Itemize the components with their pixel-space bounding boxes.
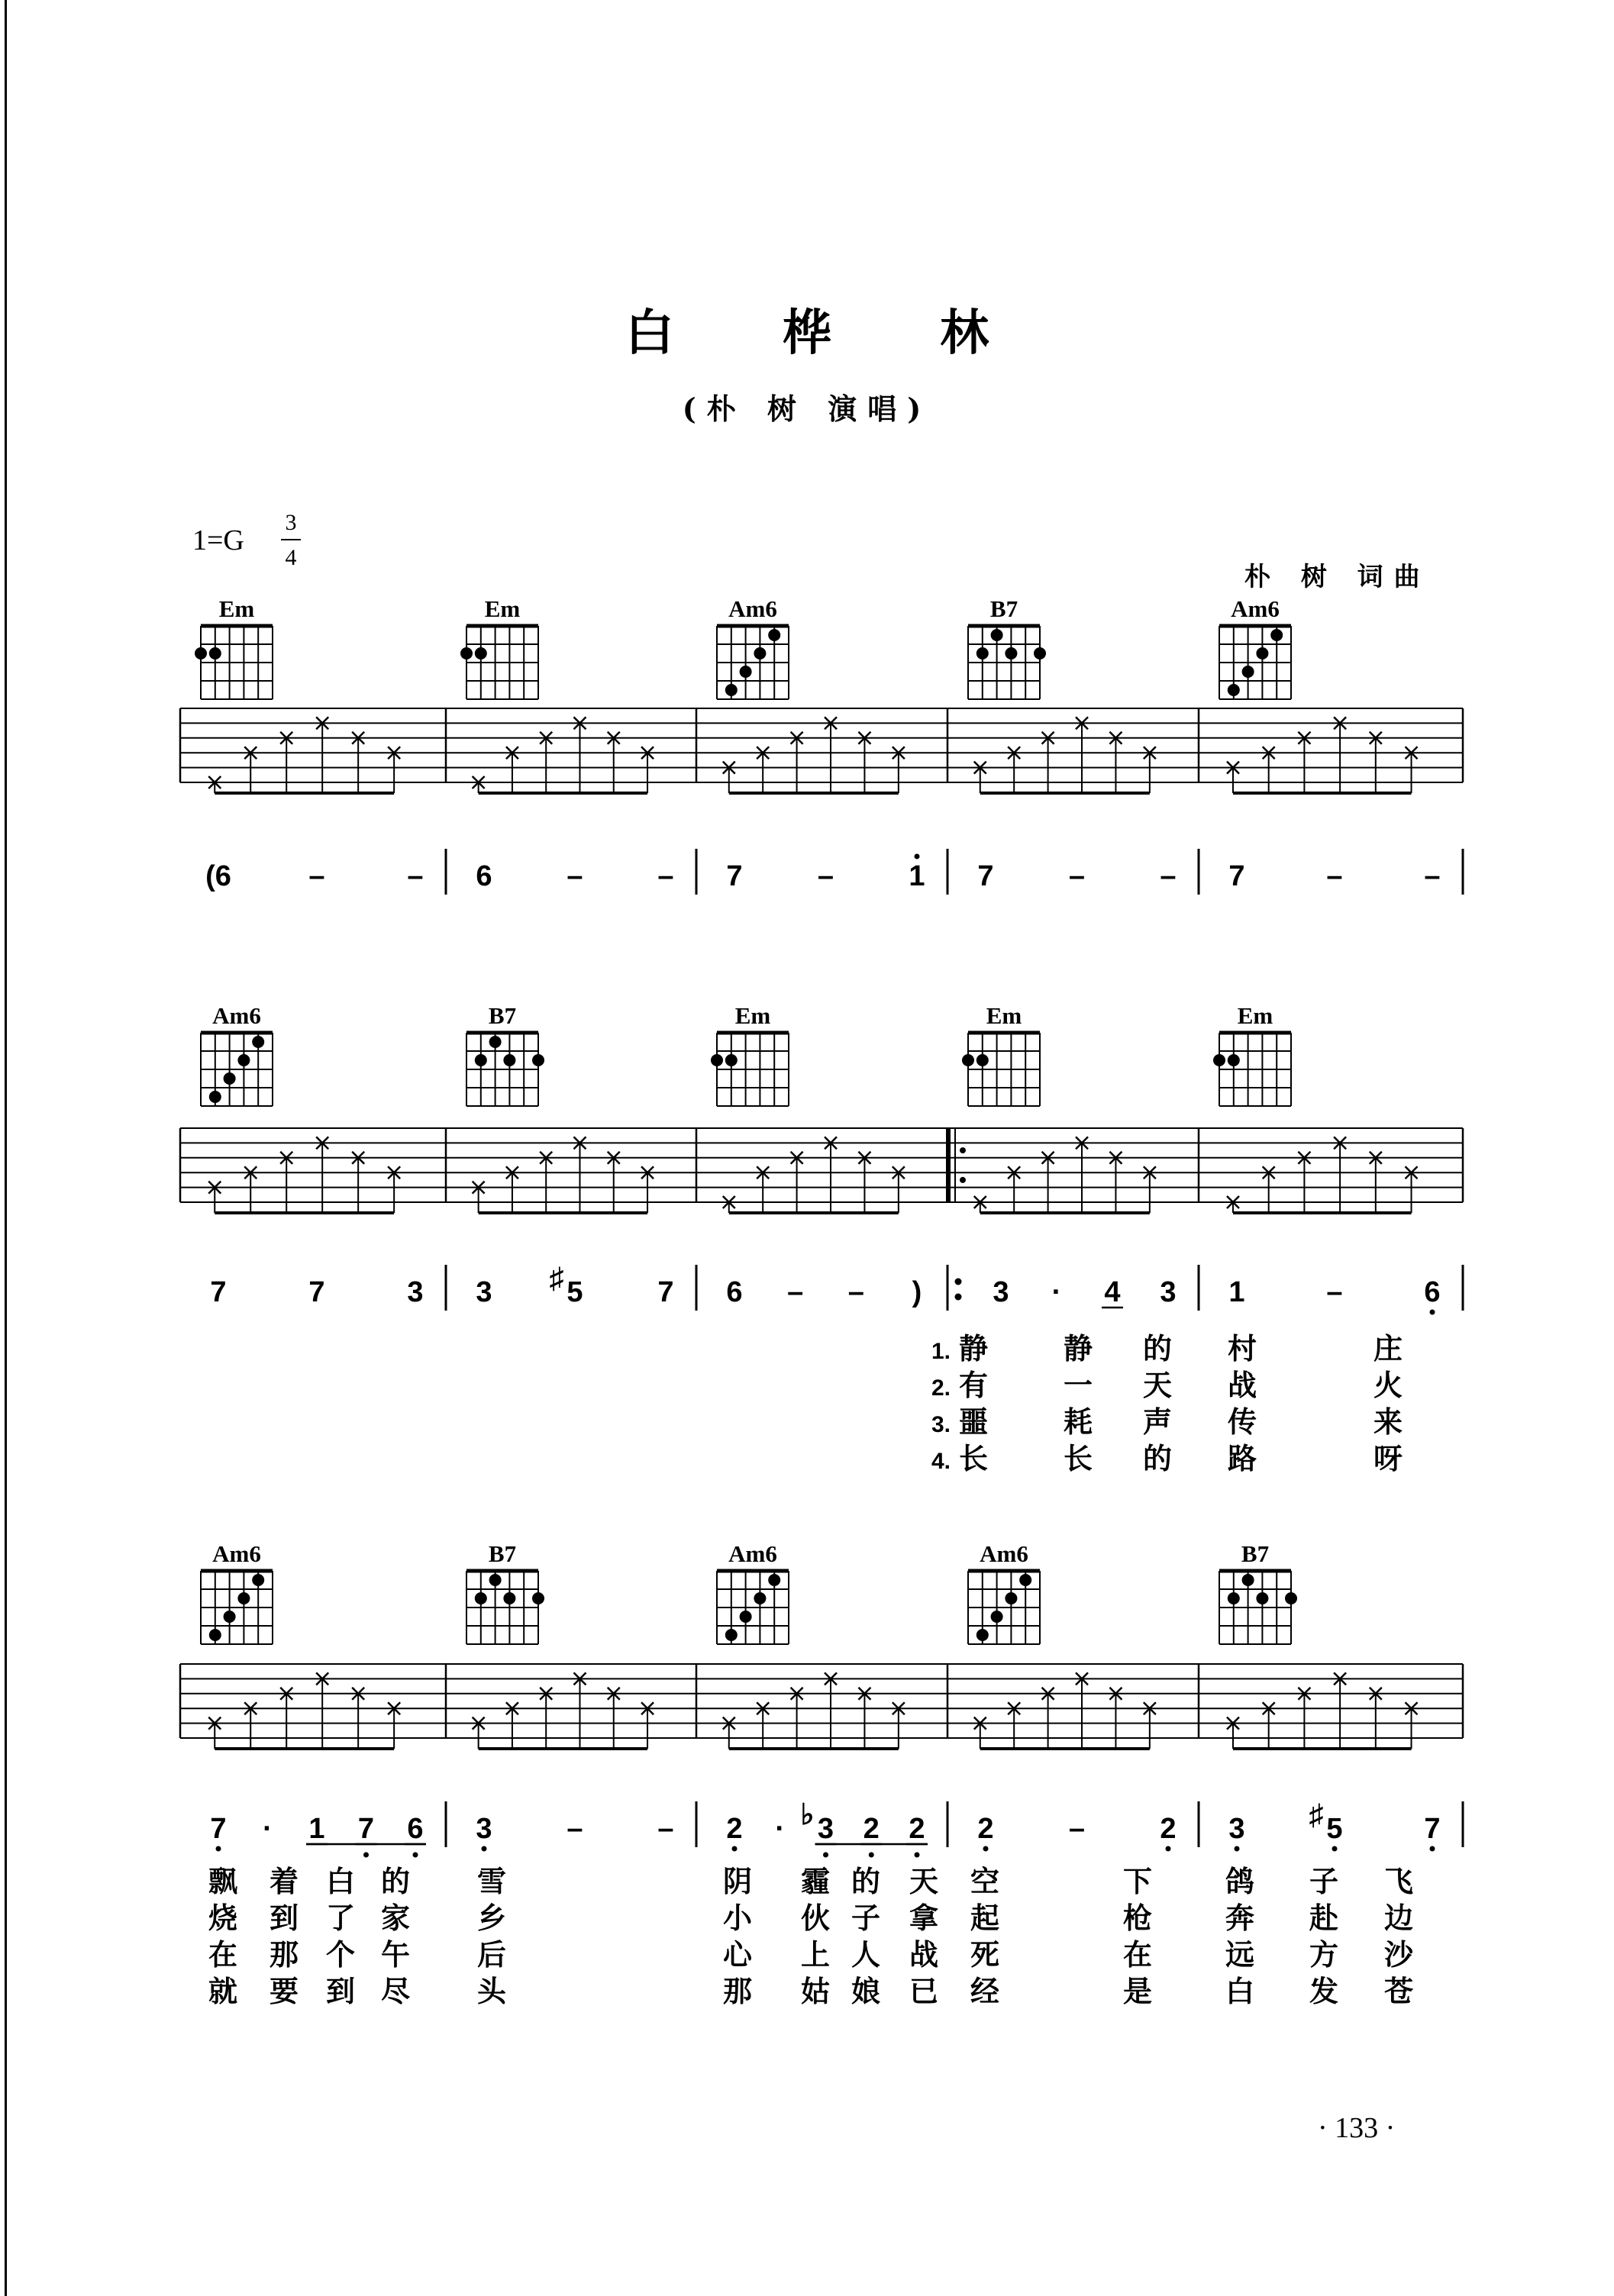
dash-extension: – xyxy=(847,1276,864,1308)
chord-finger-dot xyxy=(1005,1592,1017,1604)
lyric-char: 路 xyxy=(1227,1442,1257,1475)
chord-finger-dot xyxy=(740,666,752,678)
octave-dot-below xyxy=(413,1853,418,1858)
octave-dot-below xyxy=(915,1853,920,1858)
chord-finger-dot xyxy=(1228,684,1240,696)
chord-finger-dot xyxy=(768,1574,780,1586)
chord-name: B7 xyxy=(488,1540,517,1567)
time-signature-numerator: 3 xyxy=(285,510,297,535)
lyric-char: 的 xyxy=(1142,1332,1173,1366)
chord-name: B7 xyxy=(1241,1540,1270,1567)
chord-diagram-em xyxy=(711,1002,789,1106)
lyric-char: 雪 xyxy=(476,1865,507,1898)
jianpu-note: · xyxy=(775,1813,786,1845)
chord-finger-dot xyxy=(237,1592,250,1604)
lyric-char: 了 xyxy=(325,1901,356,1935)
lyric-char: 心 xyxy=(722,1938,753,1972)
chord-diagram-em xyxy=(460,595,538,699)
octave-dot-below xyxy=(1430,1310,1435,1315)
jianpu-note: 6 xyxy=(1424,1276,1441,1308)
chord-finger-dot xyxy=(503,1592,515,1604)
chord-finger-dot xyxy=(962,1054,974,1066)
chord-finger-dot xyxy=(976,647,989,659)
verse-number: 4. xyxy=(931,1449,951,1474)
lyric-char: 鸽 xyxy=(1225,1865,1255,1898)
jianpu-note: 7 xyxy=(977,860,994,892)
chord-finger-dot xyxy=(224,1611,236,1623)
jianpu-note: ) xyxy=(912,1276,922,1308)
lyric-char: 人 xyxy=(851,1938,881,1972)
lyric-char: 拿 xyxy=(909,1901,939,1935)
chord-finger-dot xyxy=(475,1592,487,1604)
song-title: 白 桦 林 xyxy=(625,305,1035,362)
dash-extension: – xyxy=(1424,860,1441,892)
chord-finger-dot xyxy=(237,1054,250,1066)
jianpu-note: 3 xyxy=(817,1813,834,1845)
lyric-char: 噩 xyxy=(958,1405,989,1439)
lyric-char: 长 xyxy=(958,1442,989,1475)
jianpu-note: · xyxy=(263,1813,273,1845)
lyric-char: 奔 xyxy=(1225,1901,1255,1935)
chord-name: Em xyxy=(986,1002,1022,1029)
lyric-char: 烧 xyxy=(208,1901,238,1935)
chord-finger-dot xyxy=(252,1574,264,1586)
chord-finger-dot xyxy=(532,1054,544,1066)
lyric-char: 死 xyxy=(970,1938,1000,1972)
chord-finger-dot xyxy=(503,1054,515,1066)
lyric-char: 霾 xyxy=(800,1865,831,1898)
composer-credit: 朴 树 词曲 xyxy=(1244,562,1431,592)
jianpu-note: 3 xyxy=(476,1276,492,1308)
jianpu-note: 7 xyxy=(210,1276,227,1308)
accidental-mark: ♯ xyxy=(1309,1799,1324,1831)
lyric-char: 飘 xyxy=(208,1865,238,1898)
jianpu-note: 6 xyxy=(476,860,492,892)
lyric-char: 上 xyxy=(800,1938,831,1972)
chord-finger-dot xyxy=(1228,1054,1240,1066)
lyric-char: 长 xyxy=(1063,1442,1093,1475)
lyric-char: 远 xyxy=(1225,1938,1255,1972)
lyric-char: 的 xyxy=(380,1865,411,1898)
lyric-char: 火 xyxy=(1373,1369,1403,1402)
jianpu-note: 2 xyxy=(726,1813,743,1845)
jianpu-note: 1 xyxy=(909,860,925,892)
chord-name: B7 xyxy=(488,1002,517,1029)
lyric-char: 边 xyxy=(1383,1901,1414,1935)
chord-finger-dot xyxy=(1005,647,1017,659)
chord-name: Em xyxy=(218,595,255,622)
lyric-char: 尽 xyxy=(380,1975,411,2008)
jianpu-note: 3 xyxy=(1160,1276,1177,1308)
jianpu-note: 2 xyxy=(909,1813,925,1845)
chord-finger-dot xyxy=(224,1072,236,1085)
chord-finger-dot xyxy=(725,1629,738,1641)
lyric-char: 起 xyxy=(970,1901,1000,1935)
jianpu-note: 2 xyxy=(863,1813,880,1845)
lyric-char: 空 xyxy=(970,1865,1000,1898)
chord-name: Am6 xyxy=(212,1002,261,1029)
dash-extension: – xyxy=(1326,860,1343,892)
octave-dot-below xyxy=(869,1853,874,1858)
chord-finger-dot xyxy=(252,1036,264,1048)
lyric-char: 家 xyxy=(380,1901,411,1935)
chord-finger-dot xyxy=(725,1054,738,1066)
jianpu-note: · xyxy=(1051,1276,1062,1308)
lyric-char: 到 xyxy=(269,1901,299,1935)
chord-diagram-am6 xyxy=(201,1002,273,1106)
dash-extension: – xyxy=(1326,1276,1343,1308)
lyric-char: 头 xyxy=(476,1975,507,2008)
chord-finger-dot xyxy=(754,1592,766,1604)
dash-extension: – xyxy=(1160,860,1177,892)
dash-extension: – xyxy=(787,1276,804,1308)
chord-diagram-em xyxy=(195,595,273,699)
lyric-char: 战 xyxy=(1227,1369,1257,1402)
lyric-char: 来 xyxy=(1373,1405,1403,1439)
chord-finger-dot xyxy=(460,647,473,659)
octave-dot-below xyxy=(482,1846,487,1852)
chord-diagram-am6 xyxy=(717,595,789,699)
dash-extension: – xyxy=(308,860,325,892)
jianpu-note: 7 xyxy=(726,860,743,892)
page-number: · 133 · xyxy=(1318,2112,1396,2144)
verse-number: 1. xyxy=(931,1339,951,1364)
repeat-dot xyxy=(955,1294,962,1301)
chord-finger-dot xyxy=(725,684,738,696)
repeat-dot xyxy=(960,1177,966,1183)
octave-dot-below xyxy=(216,1846,221,1852)
chord-finger-dot xyxy=(754,647,766,659)
dash-extension: – xyxy=(1068,1813,1086,1845)
lyric-char: 子 xyxy=(1309,1865,1339,1898)
dash-extension: – xyxy=(567,1813,583,1845)
chord-finger-dot xyxy=(1213,1054,1225,1066)
lyric-char: 呀 xyxy=(1373,1442,1403,1475)
lyric-char: 天 xyxy=(909,1865,939,1898)
lyric-char: 小 xyxy=(722,1901,753,1935)
jianpu-note: 7 xyxy=(1424,1813,1441,1845)
chord-name: Em xyxy=(1237,1002,1273,1029)
chord-name: Am6 xyxy=(212,1540,261,1567)
lyric-char: 静 xyxy=(1063,1332,1093,1366)
jianpu-note: (6 xyxy=(205,860,231,892)
chord-finger-dot xyxy=(1034,647,1046,659)
lyric-char: 下 xyxy=(1122,1865,1153,1898)
lyric-char: 一 xyxy=(1063,1369,1093,1402)
lyric-char: 传 xyxy=(1227,1405,1257,1439)
chord-finger-dot xyxy=(991,629,1003,641)
octave-dot-below xyxy=(1166,1846,1171,1852)
lyric-char: 已 xyxy=(909,1975,939,2008)
lyric-char: 飞 xyxy=(1383,1865,1414,1898)
octave-dot-below xyxy=(983,1846,989,1852)
jianpu-note: 7 xyxy=(1228,860,1245,892)
lyric-char: 方 xyxy=(1309,1938,1339,1972)
lyric-char: 娘 xyxy=(851,1975,881,2008)
lyric-char: 子 xyxy=(851,1901,881,1935)
jianpu-note: 1 xyxy=(1228,1276,1245,1308)
lyric-char: 苍 xyxy=(1383,1975,1414,2008)
octave-dot-below xyxy=(823,1853,828,1858)
lyric-char: 天 xyxy=(1142,1369,1173,1402)
chord-finger-dot xyxy=(209,1091,221,1103)
chord-finger-dot xyxy=(532,1592,544,1604)
octave-dot-below xyxy=(732,1846,738,1852)
repeat-dot xyxy=(955,1279,962,1285)
chord-name: Am6 xyxy=(980,1540,1028,1567)
chord-finger-dot xyxy=(195,647,207,659)
lyric-char: 发 xyxy=(1309,1975,1339,2008)
jianpu-note: 3 xyxy=(1228,1813,1245,1845)
lyric-char: 姑 xyxy=(800,1975,831,2008)
chord-finger-dot xyxy=(1242,1574,1254,1586)
chord-diagram-em xyxy=(1213,1002,1291,1106)
dash-extension: – xyxy=(657,860,674,892)
lyric-char: 到 xyxy=(325,1975,356,2008)
chord-diagram-am6 xyxy=(1219,595,1291,699)
key-signature: 1=G xyxy=(192,524,244,556)
chord-name: Am6 xyxy=(1231,595,1280,622)
chord-finger-dot xyxy=(1285,1592,1297,1604)
chord-finger-dot xyxy=(991,1611,1003,1623)
lyric-char: 乡 xyxy=(476,1901,507,1935)
jianpu-note: 7 xyxy=(210,1813,227,1845)
verse-number: 3. xyxy=(931,1412,951,1437)
chord-finger-dot xyxy=(209,647,221,659)
jianpu-note: 3 xyxy=(407,1276,424,1308)
chord-diagram-b7 xyxy=(1219,1540,1297,1644)
chord-finger-dot xyxy=(489,1036,502,1048)
chord-finger-dot xyxy=(1270,629,1283,641)
dash-extension: – xyxy=(407,860,424,892)
chord-finger-dot xyxy=(976,1054,989,1066)
jianpu-note: 2 xyxy=(977,1813,994,1845)
chord-name: B7 xyxy=(989,595,1018,622)
chord-diagram-b7 xyxy=(466,1540,544,1644)
chord-finger-dot xyxy=(475,647,487,659)
chord-finger-dot xyxy=(976,1629,989,1641)
jianpu-note: 5 xyxy=(567,1276,583,1308)
chord-name: Am6 xyxy=(728,595,777,622)
lyric-char: 庄 xyxy=(1373,1332,1403,1366)
time-signature-denominator: 4 xyxy=(285,545,297,570)
lyric-char: 那 xyxy=(722,1975,753,2008)
lyric-char: 在 xyxy=(1122,1938,1153,1972)
dash-extension: – xyxy=(657,1813,674,1845)
dash-extension: – xyxy=(817,860,834,892)
chord-finger-dot xyxy=(489,1574,502,1586)
lyric-char: 经 xyxy=(970,1975,1000,2008)
octave-dot-below xyxy=(363,1853,369,1858)
lyric-char: 声 xyxy=(1142,1405,1173,1439)
lyric-char: 那 xyxy=(269,1938,299,1972)
lyric-char: 村 xyxy=(1227,1332,1257,1366)
lyric-char: 着 xyxy=(269,1865,299,1898)
chord-name: Em xyxy=(484,595,521,622)
verse-number: 2. xyxy=(931,1375,951,1401)
jianpu-note: 5 xyxy=(1326,1813,1343,1845)
lyric-char: 战 xyxy=(909,1938,939,1972)
lyric-char: 的 xyxy=(851,1865,881,1898)
chord-diagram-am6 xyxy=(201,1540,273,1644)
performer-credit: (朴 树 演唱) xyxy=(682,392,932,426)
lyric-char: 赴 xyxy=(1309,1901,1339,1935)
lyric-char: 有 xyxy=(958,1369,989,1402)
jianpu-note: 1 xyxy=(308,1813,325,1845)
jianpu-note: 7 xyxy=(357,1813,375,1845)
chord-diagram-am6 xyxy=(968,1540,1040,1644)
lyric-char: 午 xyxy=(380,1938,411,1972)
lyric-char: 沙 xyxy=(1383,1938,1414,1972)
chord-finger-dot xyxy=(1242,666,1254,678)
lyric-char: 静 xyxy=(958,1332,989,1366)
chord-finger-dot xyxy=(1019,1574,1031,1586)
octave-dot-below xyxy=(1235,1846,1240,1852)
jianpu-note: 7 xyxy=(657,1276,674,1308)
lyric-char: 伙 xyxy=(800,1901,831,1935)
dash-extension: – xyxy=(1068,860,1086,892)
chord-finger-dot xyxy=(1256,647,1268,659)
lyric-char: 白 xyxy=(1225,1975,1255,2008)
chord-name: Am6 xyxy=(728,1540,777,1567)
lyric-char: 的 xyxy=(1142,1442,1173,1475)
jianpu-note: 6 xyxy=(726,1276,743,1308)
repeat-dot xyxy=(960,1147,966,1153)
chord-finger-dot xyxy=(711,1054,723,1066)
lyric-char: 白 xyxy=(325,1865,356,1898)
chord-diagram-em xyxy=(962,1002,1040,1106)
lyric-char: 是 xyxy=(1122,1975,1153,2008)
jianpu-note: 4 xyxy=(1104,1276,1121,1308)
octave-dot-above xyxy=(915,854,920,859)
chord-finger-dot xyxy=(475,1054,487,1066)
chord-diagram-b7 xyxy=(466,1002,544,1106)
chord-finger-dot xyxy=(1228,1592,1240,1604)
jianpu-note: 2 xyxy=(1160,1813,1177,1845)
jianpu-note: 7 xyxy=(308,1276,325,1308)
lyric-char: 阴 xyxy=(722,1865,753,1898)
octave-dot-below xyxy=(1430,1846,1435,1852)
lyric-char: 就 xyxy=(208,1975,238,2008)
lyric-char: 耗 xyxy=(1063,1405,1093,1439)
lyric-char: 后 xyxy=(476,1938,507,1972)
chord-diagram-b7 xyxy=(968,595,1046,699)
dash-extension: – xyxy=(567,860,583,892)
chord-finger-dot xyxy=(1256,1592,1268,1604)
lyric-char: 枪 xyxy=(1122,1901,1153,1935)
chord-name: Em xyxy=(734,1002,771,1029)
accidental-mark: ♭ xyxy=(800,1799,815,1831)
lyric-char: 个 xyxy=(325,1938,356,1972)
chord-finger-dot xyxy=(740,1611,752,1623)
accidental-mark: ♯ xyxy=(549,1262,564,1295)
chord-diagram-am6 xyxy=(717,1540,789,1644)
jianpu-note: 6 xyxy=(407,1813,424,1845)
chord-finger-dot xyxy=(209,1629,221,1641)
lyric-char: 要 xyxy=(269,1975,299,2008)
lyric-char: 在 xyxy=(208,1938,238,1972)
octave-dot-below xyxy=(1332,1846,1338,1852)
jianpu-note: 3 xyxy=(993,1276,1009,1308)
jianpu-note: 3 xyxy=(476,1813,492,1845)
chord-finger-dot xyxy=(768,629,780,641)
